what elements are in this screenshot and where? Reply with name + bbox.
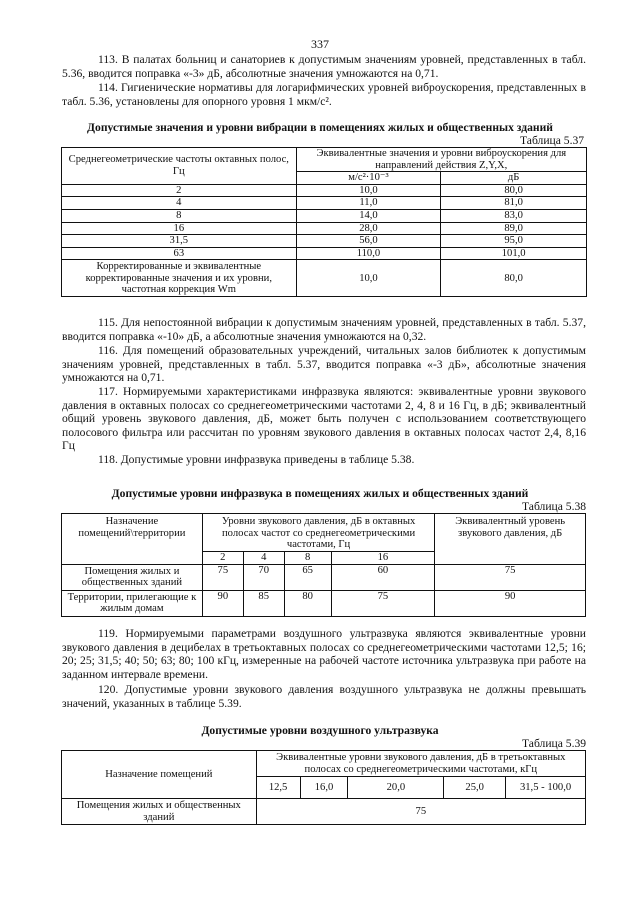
table-row [62, 197, 587, 210]
paragraph-116 [62, 344, 586, 385]
t537-cell-ms2: 10,0 [296, 260, 441, 297]
t539-header-freq: 31,5 - 100,0 [506, 777, 586, 799]
t537-cell-frequency: Корректированные и эквивалентные корректированные значения и их уровни, частотная коррекция Wm [62, 260, 297, 297]
table-537 [61, 147, 587, 297]
paragraph-116-text: 116. Для помещений образовательных учреждений, читальных залов библиотек к допустимым значениям уровней, представленных в табл. 5.37, вводится поправка «-3 дБ», абсолютные значения умножаются на 0,71. [62, 344, 586, 385]
t539-cell-value: 75 [256, 799, 585, 825]
t537-cell-frequency: 31,5 [62, 235, 297, 248]
t538-cell-value: 75 [331, 590, 435, 616]
t539-header-freq: 16,0 [300, 777, 348, 799]
paragraph-117-text: 117. Нормируемыми характеристиками инфразвука являются: эквивалентные уровни звукового давления в октавных полосах со среднегеометрическими частотами 2, 4, 8 и 16 Гц, в дБ; эквивалентный общий уровень звукового давления, дБ, может быть получен с использованием соответствующего полосового фильтра или рассчитан по уровням звукового давления в октавных полосах частот 2,4, 8,16 Гц [62, 385, 586, 453]
t538-header-freq: 8 [284, 552, 331, 565]
t539-header-freq: 25,0 [444, 777, 506, 799]
table-row [62, 235, 587, 248]
t537-cell-db: 101,0 [441, 247, 587, 260]
table-row [62, 260, 587, 297]
t538-header-freq: 4 [243, 552, 284, 565]
table-537-title: Допустимые значения и уровни вибрации в помещениях жилых и общественных зданий [87, 121, 553, 134]
table-539 [61, 750, 586, 825]
paragraph-115-text: 115. Для непостоянной вибрации к допустимым значениям уровней, представленных в табл. 5.37, вводится поправка «-10» дБ, а абсолютные значения умножаются на 0,32. [62, 316, 586, 343]
t538-cell-value: 85 [243, 590, 284, 616]
table-538 [61, 513, 586, 617]
paragraph-120-text: 120. Допустимые уровни звукового давления воздушного ультразвука не должны превышать значений, указанных в таблице 5.39. [62, 683, 586, 710]
table-row [62, 247, 587, 260]
t537-cell-frequency: 8 [62, 209, 297, 222]
t539-header-freq: 12,5 [256, 777, 300, 799]
paragraph-119-text: 119. Нормируемыми параметрами воздушного ультразвука являются эквивалентные уровни звукового давления в децибелах в третьоктавных полосах со среднегеометрическими частотами 12,5; 16; 20; 25; 31,5; 40; 50; 63; 80; 100 кГц, измеренные на рабочей частоте источника ультразвука при работе на заданном интервале времени. [62, 627, 586, 681]
t537-cell-ms2: 28,0 [296, 222, 441, 235]
t537-cell-ms2: 10,0 [296, 184, 441, 197]
table-539-label: Таблица 5.39 [522, 737, 587, 750]
paragraph-118-text: 118. Допустимые уровни инфразвука приведены в таблице 5.38. [98, 453, 415, 466]
t537-header-frequency: Среднегеометрические частоты октавных полос, Гц [62, 148, 297, 185]
t537-cell-db: 80,0 [441, 260, 587, 297]
table-538-label: Таблица 5.38 [522, 500, 587, 513]
t538-cell-purpose: Территории, прилегающие к жилым домам [62, 590, 203, 616]
t537-cell-ms2: 14,0 [296, 209, 441, 222]
t538-cell-value: 60 [331, 564, 435, 590]
t537-cell-ms2: 11,0 [296, 197, 441, 210]
t537-cell-db: 95,0 [441, 235, 587, 248]
t538-cell-purpose: Помещения жилых и общественных зданий [62, 564, 203, 590]
paragraph-120 [62, 683, 586, 710]
t539-header-group: Эквивалентные уровни звукового давления, дБ в третьоктавных полосах со среднегеометрическими частотами, кГц [256, 751, 585, 777]
table-row [62, 590, 586, 616]
paragraph-113 [62, 53, 586, 80]
table-row [62, 799, 586, 825]
t539-cell-purpose: Помещения жилых и общественных зданий [62, 799, 257, 825]
t537-cell-frequency: 4 [62, 197, 297, 210]
paragraph-114-text: 114. Гигиенические нормативы для логарифмических уровней виброускорения, представленных в табл. 5.36, установлены для опорного уровня 1 мкм/с². [62, 81, 586, 108]
paragraph-114 [62, 81, 586, 108]
t537-cell-ms2: 110,0 [296, 247, 441, 260]
t537-cell-ms2: 56,0 [296, 235, 441, 248]
t538-cell-value: 80 [284, 590, 331, 616]
t537-header-unit-db: дБ [441, 172, 587, 185]
t539-header-purpose: Назначение помещений [62, 751, 257, 799]
t537-cell-frequency: 16 [62, 222, 297, 235]
t537-cell-db: 81,0 [441, 197, 587, 210]
t538-cell-value: 90 [202, 590, 243, 616]
paragraph-115 [62, 316, 586, 343]
t538-header-freq: 2 [202, 552, 243, 565]
t538-header-freq: 16 [331, 552, 435, 565]
t538-header-equivalent: Эквивалентный уровень звукового давления, дБ [435, 514, 586, 565]
t538-header-group: Уровни звукового давления, дБ в октавных полосах частот со среднегеометрическими частотами, Гц [202, 514, 434, 552]
t539-header-freq: 20,0 [348, 777, 444, 799]
t537-cell-db: 83,0 [441, 209, 587, 222]
t538-cell-equivalent: 75 [435, 564, 586, 590]
t538-cell-value: 65 [284, 564, 331, 590]
table-row [62, 564, 586, 590]
table-row [62, 209, 587, 222]
paragraph-117 [62, 385, 586, 453]
t537-cell-frequency: 2 [62, 184, 297, 197]
table-539-title: Допустимые уровни воздушного ультразвука [201, 724, 439, 737]
table-row [62, 184, 587, 197]
t538-cell-value: 70 [243, 564, 284, 590]
t537-cell-frequency: 63 [62, 247, 297, 260]
t538-header-purpose: Назначение помещений\территории [62, 514, 203, 565]
t538-cell-value: 75 [202, 564, 243, 590]
t537-cell-db: 89,0 [441, 222, 587, 235]
t537-cell-db: 80,0 [441, 184, 587, 197]
paragraph-119 [62, 627, 586, 681]
page-number: 337 [311, 37, 329, 51]
paragraph-118 [62, 453, 586, 467]
table-row [62, 222, 587, 235]
paragraph-113-text: 113. В палатах больниц и санаториев к допустимым значениям уровней, представленных в табл. 5.36, вводится поправка «-3» дБ, абсолютные значения умножаются на 0,71. [62, 53, 586, 80]
t538-cell-equivalent: 90 [435, 590, 586, 616]
table-538-title: Допустимые уровни инфразвука в помещениях жилых и общественных зданий [111, 487, 529, 500]
table-537-label: Таблица 5.37 [520, 134, 585, 147]
t537-header-unit-ms2: м/с²·10⁻³ [296, 172, 441, 185]
t537-header-group: Эквивалентные значения и уровни виброускорения для направлений действия Z,Y,X, [296, 148, 586, 172]
